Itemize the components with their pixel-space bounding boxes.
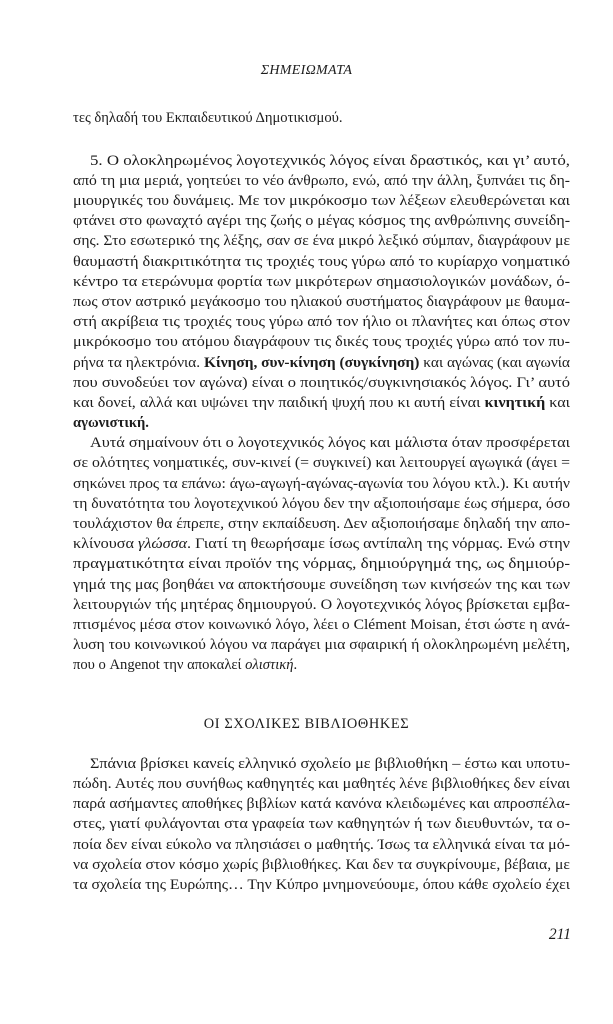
text-run: που συνοδεύει τον αγώνα) είναι ο ποιητικός/συγκινησιακός λόγος. Γι’ αυτό (73, 375, 570, 391)
text-run: . (293, 657, 298, 673)
bold-phrase: κινητική (484, 395, 546, 411)
text-run: . Γιατί τη θεωρήσαμε ίσως αντίπαλη της νόρμας. Ενώ στην (187, 536, 570, 552)
running-head: ΣΗΜΕΙΩΜΑΤΑ (260, 63, 353, 78)
text-run: στή ακρίβεια τις τροχιές τους γύρω από τον ήλιο οι πλανήτες και όπως στον (73, 314, 571, 330)
text-run: σε ολότητες νοηματικές, συν-κινεί (= συγκινεί) και λειτουργεί αγωγικά (άγει = (73, 455, 571, 471)
text-run: μικρόκοσμο του ατόμου διαγράφουν τις δικές τους τροχιές γύρω από τον πυ- (73, 334, 570, 350)
text-run: που ο Angenot την αποκαλεί (73, 657, 246, 673)
text-run: 5. Ο ολοκληρωμένος λογοτεχνικός λόγος είναι δραστικός, και γι’ αυτό, (90, 153, 570, 169)
text-run: Σπάνια βρίσκει κανείς ελληνικό σχολείο με βιβλιοθήκη – έστω και υποτυ- (90, 756, 570, 772)
text-run: τη δυνατότητα του λογοτεχνικού λόγου δεν την αξιοποιήσαμε έως σήμερα, όσο (73, 496, 571, 512)
text-run: πραγματικότητα είναι προϊόν της νόρμας, δημιούργημά της, ως δημιούρ- (73, 556, 571, 572)
text-run: θαυμαστή διακριτικότητα τις τροχιές τους γύρω από το κυρίαρχο νοηματικό (73, 254, 570, 270)
italic-phrase: γλώσσα (137, 536, 188, 552)
text-run: Αυτά σημαίνουν ότι ο λογοτεχνικός λόγος και μάλιστα όταν προσφέρεται (90, 435, 570, 451)
section-title: ΟΙ ΣΧΟΛΙΚΕΣ ΒΙΒΛΙΟΘΗΚΕΣ (203, 716, 410, 732)
text-run: πτισμένος μέσα στον κοινωνικό λόγο, λέει ο Clément Moisan, έτσι ώστε η ανά- (73, 617, 570, 633)
text-run: παρά ασήμαντες αποθήκες βιβλίων κατά κανόνα κλειδωμένες και απροσπέλα- (73, 796, 571, 812)
text-run: γημά της μας βοηθάει να αποκτήσουμε συνείδηση των κινήσεών της και των (73, 577, 571, 593)
text-run: κέντρο τα ετερώνυμα φορτία των μικρότερων σημασιολογικών μονάδων, ό- (73, 274, 570, 290)
text-run: μιουργικές του δυνάμεις. Με τον μικρόκοσμο των λέξεων ελευθερώνεται και (73, 193, 571, 209)
text-run: και δονεί, αλλά και υψώνει την παιδική ψυχή που κι αυτή είναι (73, 395, 485, 411)
bold-phrase: αγωνιστική. (73, 415, 149, 431)
italic-phrase: ολιστική (245, 657, 294, 673)
text-run: ποία δεν είναι εύκολο να πλησιάσει ο μαθητής. Ίσως τα ελληνικά είναι τα μό- (73, 837, 570, 853)
text-run: σης. Στο εσωτερικό της λέξης, σαν σε ένα μικρό λεξικό σύμπαν, διαγράφουν με (73, 233, 570, 249)
text-run: λυση του κοινωνικού λόγου να παράγει μια σφαιρική ή ολοκληρωμένη μελέτη, (73, 637, 570, 653)
text-run: σηκώνει προς τα επάνω: άγω-αγωγή-αγώνας-αγωνία του λόγου κτλ.). Κι αυτήν (73, 476, 570, 492)
text-run: ρήνα τα ηλεκτρόνια. (73, 355, 204, 371)
text-run: φτάνει στο φωναχτό αγέρι της ζωής ο μέγας κόσμος της ανθρώπινης συνείδη- (73, 213, 571, 229)
text-run: τουλάχιστον θα έπρεπε, στην εκπαίδευση. Δεν αξιοποιήσαμε δηλαδή την απο- (73, 516, 571, 532)
text-run: λειτουργιών τής μητέρας δημιουργού. Ο λογοτεχνικός λόγος βρίσκεται εμβα- (73, 597, 570, 613)
text-run: κλίνουσα (73, 536, 138, 552)
text-run: στες, γιατί φυλάγονται στα γραφεία των καθηγητών ή των διευθυντών, τα ο- (73, 816, 571, 832)
text-run: από τη μια μεριά, γοητεύει το νέο άνθρωπο, ενώ, από την άλλη, ξυπνάει τις δη- (73, 173, 570, 189)
text-run: τα σχολεία της Ευρώπης… Την Κύπρο μνημονεύουμε, όπου κάθε σχολείο έχει (73, 877, 571, 893)
text-run: πώδη. Αυτές που συνήθως καθηγητές και μαθητές λένε βιβλιοθήκες δεν είναι (73, 776, 571, 792)
text-run: να σχολεία στον κόσμο χωρίς βιβλιοθήκες. Και δεν τα συγκρίνουμε, βέβαια, με (73, 857, 570, 873)
text-run: και αγώνας (και αγωνία (419, 355, 571, 371)
page-number: 211 (548, 926, 571, 943)
text-run: πως στον αστρικό μεγάκοσμο του ηλιακού συστήματος διαγράφουν με θαυμα- (73, 294, 571, 310)
text-run: τες δηλαδή του Εκπαιδευτικού Δημοτικισμού. (73, 110, 343, 126)
bold-phrase: Κίνηση, συν-κίνηση (συγκίνηση) (203, 355, 420, 371)
text-run: και (545, 395, 571, 411)
